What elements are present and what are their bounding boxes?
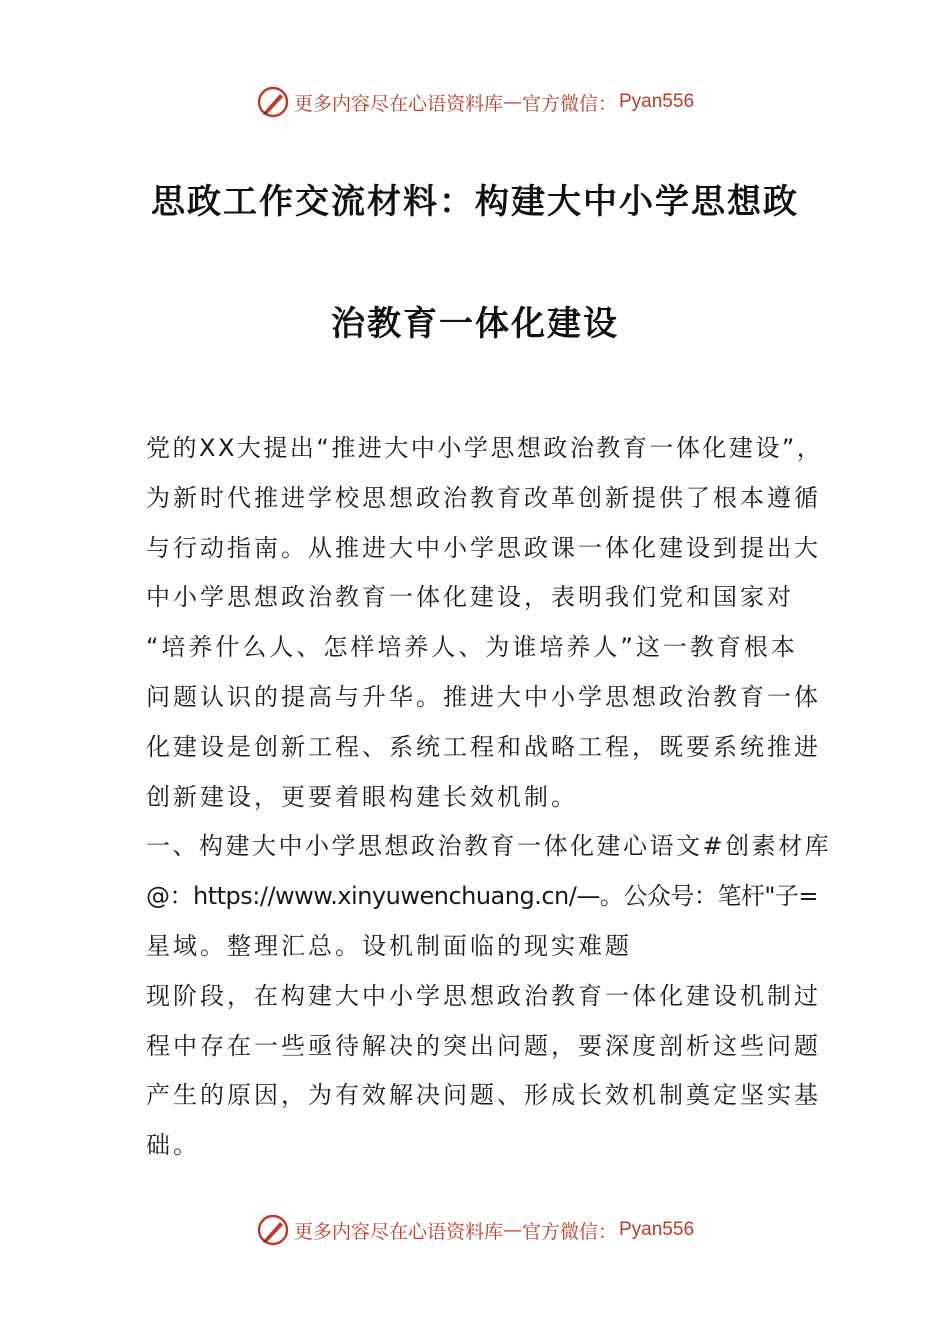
banner-text: 更多内容尽在心语资料库: [293, 92, 503, 115]
body-line: 为新时代推进学校思想政治教育改革创新提供了根本遵循: [146, 483, 821, 512]
body-line: 础。: [146, 1131, 200, 1160]
banner-wechat-id: Pyan556: [619, 91, 695, 112]
body-line: 产生的原因，为有效解决问题、形成长效机制奠定坚实基: [146, 1081, 821, 1110]
document-title-line-1: 思政工作交流材料：构建大中小学思想政: [151, 182, 799, 222]
document-title-line-2: 治教育一体化建设: [331, 304, 619, 344]
body-line: 程中存在一些亟待解决的突出问题，要深度剖析这些问题: [146, 1031, 821, 1060]
body-line: 党的XX大提出“推进大中小学思想政治教育一体化建设”，: [146, 434, 824, 462]
body-line: 问题认识的提高与升华。推进大中小学思想政治教育一体: [146, 682, 821, 711]
banner-wechat-id: Pyan556: [619, 1219, 695, 1240]
body-line: 创新建设，更要着眼构建长效机制。: [146, 782, 578, 811]
body-line: “培养什么人、怎样培养人、为谁培养人”这一教育根本: [146, 633, 798, 662]
footer-banner: [0, 1210, 950, 1250]
header-banner: [0, 82, 950, 122]
body-line: 中小学思想政治教育一体化建设，表明我们党和国家对: [146, 583, 794, 612]
banner-dash: —: [502, 91, 522, 113]
body-line: 现阶段，在构建大中小学思想政治教育一体化建设机制过: [146, 981, 821, 1010]
banner-wechat-label: 官方微信：: [521, 92, 617, 115]
section-heading: 一、构建大中小学思想政治教育一体化建心语文#创素材库: [146, 832, 832, 861]
document-body: [146, 424, 832, 1171]
banner-wechat-label: 官方微信：: [521, 1220, 617, 1243]
banner-dash: —: [502, 1219, 522, 1241]
banner-text: 更多内容尽在心语资料库: [293, 1220, 503, 1243]
pen-logo-icon: [256, 85, 290, 119]
body-line-url: @：https://www.xinyuwenchuang.cn/—。公众号：笔杆"子=: [146, 882, 818, 911]
body-line: 星域。整理汇总。设机制面临的现实难题: [146, 931, 632, 960]
body-line: 与行动指南。从推进大中小学思政课一体化建设到提出大: [146, 533, 821, 562]
body-line: 化建设是创新工程、系统工程和战略工程，既要系统推进: [146, 732, 821, 761]
pen-logo-icon: [256, 1213, 290, 1247]
